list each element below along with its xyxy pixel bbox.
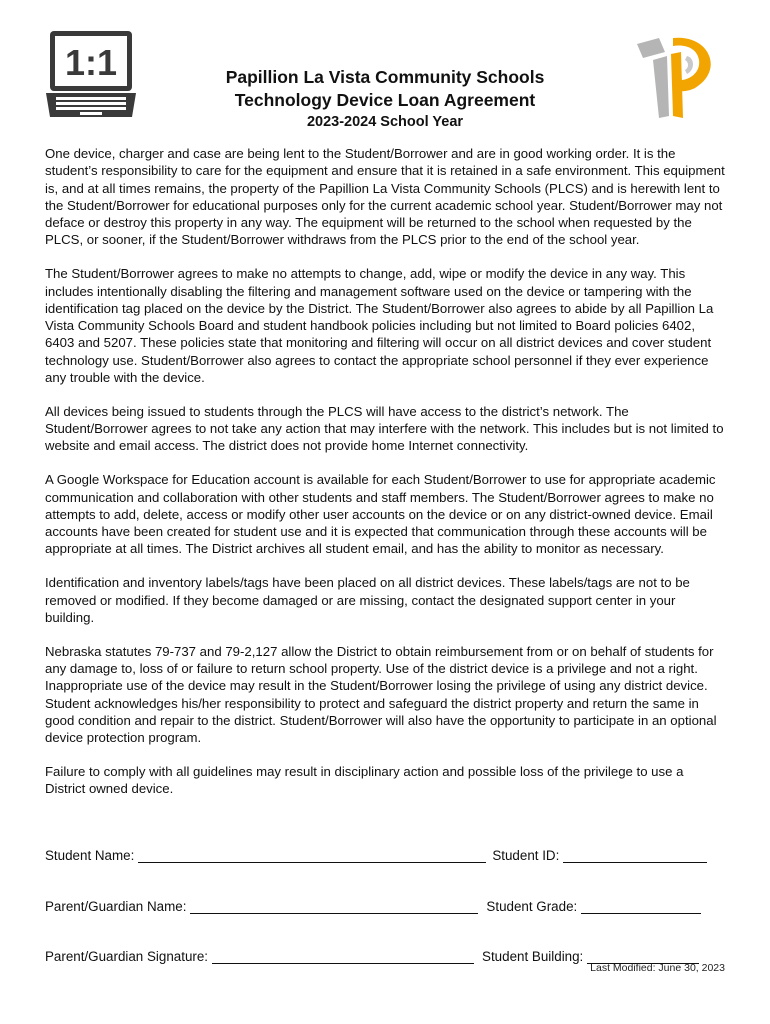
signature-row-2 — [45, 894, 725, 914]
agreement-body — [45, 145, 725, 814]
laptop-one-to-one-icon — [44, 29, 138, 120]
paragraph: One device, charger and case are being lent to the Student/Borrower and are in good working order. It is the student’s responsibility to care for the equipment and ensure that it is retained in a safe environment. This equipment is, and at all times remains, the property of the Papillion La Vista Community Schools (PLCS) and is herewith lent to the Student/Borrower for educational purposes only for the current academic school year. Student/Borrower may not deface or destroy this property in any way. The equipment will be returned to the school when requested by the PLCS, or sooner, if the Student/Borrower withdraws from the PLCS prior to the end of the school year. — [45, 146, 725, 248]
guardian-signature-field[interactable] — [212, 949, 474, 964]
laptop-logo-text: 1:1 — [64, 42, 118, 83]
page-subtitle: Technology Device Loan Agreement — [234, 90, 536, 110]
last-modified: Last Modified: June 30, 2023 — [590, 962, 725, 974]
paragraph: All devices being issued to students through the PLCS will have access to the district’s network. The Student/Borrower agrees to not take any action that may interfere with the network. This includes but is not limited to website and email access. The district does not provide home Internet connectivity. — [45, 403, 724, 454]
signature-row-3 — [45, 944, 725, 964]
paragraph: A Google Workspace for Education account is available for each Student/Borrower to use for appropriate academic communication and collaboration with other students and staff members. The Student/Borrower agrees to make no attempts to add, delete, access or modify other user accounts on the device or on any district-owned device. Email accounts have been created for student use and it is expected that communication through these accounts will be appropriate at all times. The District archives all student email, and has the ability to monitor as necessary. — [45, 472, 716, 557]
school-year: 2023-2024 School Year — [306, 114, 464, 130]
student-grade-field[interactable] — [581, 899, 701, 914]
guardian-name-label: Parent/Guardian Name: — [45, 899, 187, 914]
student-building-label: Student Building: — [482, 949, 584, 964]
paragraph: Nebraska statutes 79-737 and 79-2,127 allow the District to obtain reimbursement from or on behalf of students for any damage to, loss of or failure to return school property. Use of the district device is a privilege and not a right. Inappropriate use of the device may result in the Student/Borrower losing the privilege of using any district device. Student acknowledges his/her responsibility to protect and safeguard the district property and return the same in good condition and repair to the district. Student/Borrower will also have the opportunity to participate in an optional device protection program. — [45, 643, 717, 746]
student-id-field[interactable] — [563, 848, 707, 863]
guardian-signature-label: Parent/Guardian Signature: — [45, 949, 209, 964]
paragraph: Identification and inventory labels/tags have been placed on all district devices. These labels/tags are not to be removed or modified. If they become damaged or are missing, contact the designated support center in your building. — [45, 575, 690, 625]
plcs-p-logo-icon — [629, 30, 721, 120]
student-name-label: Student Name: — [45, 848, 135, 863]
paragraph: Failure to comply with all guidelines may result in disciplinary action and possible loss of the privilege to use a District owned device. — [45, 763, 684, 797]
signature-row-1 — [45, 843, 725, 863]
student-id-label: Student ID: — [492, 848, 560, 863]
paragraph: The Student/Borrower agrees to make no attempts to change, add, wipe or modify the device in any way. This includes intentionally disabling the filtering and management software used on the device or tampering with the identification tag placed on the device by the District. The Student/Borrower also agrees to abide by all Papillion La Vista Community Schools Board and student handbook policies including but not limited to Board policies 6402, 6403 and 5207. These policies state that monitoring and filtering will occur on all district devices and cover student technology use. Student/Borrower also agrees to contact the appropriate school personnel if they ever experience any trouble with the device. — [45, 266, 714, 386]
guardian-name-field[interactable] — [190, 899, 478, 914]
student-name-field[interactable] — [138, 848, 486, 863]
student-grade-label: Student Grade: — [486, 899, 578, 914]
page-title: Papillion La Vista Community Schools — [225, 67, 545, 87]
